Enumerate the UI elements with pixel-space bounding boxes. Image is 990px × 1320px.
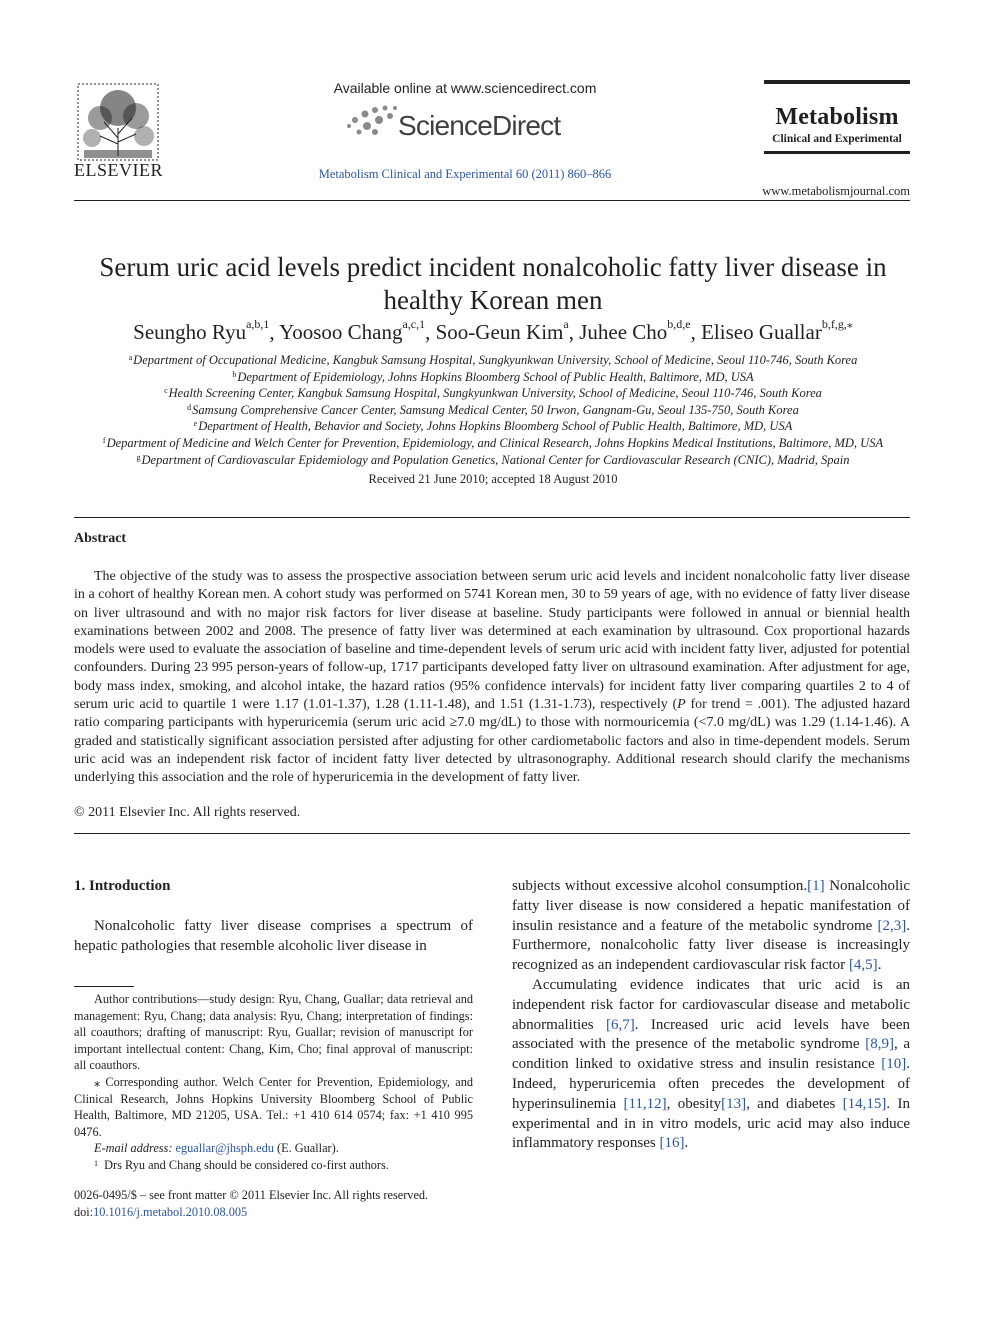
citation-link[interactable]: [14,15]	[842, 1095, 887, 1112]
cofirst-marker: 1	[94, 1158, 98, 1168]
affiliation-text: Department of Occupational Medicine, Kangbuk Samsung Hospital, Sungkyunkwan University, School of Medicine, Seoul 110-746, South Korea	[133, 353, 858, 367]
author-name: Juhee Cho	[579, 320, 668, 344]
email-label: E-mail address:	[94, 1141, 173, 1156]
journal-subtitle: Clinical and Experimental	[772, 133, 902, 145]
affiliation-text: Department of Health, Behavior and Society, Johns Hopkins Bloomberg School of Public Health, Baltimore, MD, USA	[198, 419, 793, 434]
author-affiliation-marker: b,f,g,⁎	[821, 317, 853, 331]
footnote-corresponding: ⁎ Corresponding author. Welch Center for Prevention, Epidemiology, and Clinical Research, Johns Hopkins University Bloomberg School of Public Health, Baltimore, MD 21205, USA. Tel.: +1 410 614 0574; fax: +1 410 995 0476.	[74, 1074, 473, 1139]
citation-link[interactable]: [6,7]	[606, 1016, 635, 1033]
affiliation-line	[60, 385, 926, 402]
citation-link[interactable]: [13]	[721, 1095, 747, 1112]
abstract-rule-bottom	[74, 833, 910, 834]
affiliation-marker: e	[193, 419, 198, 429]
journal-title: Metabolism	[775, 104, 899, 130]
cofirst-text: Drs Ryu and Chang should be considered co-first authors.	[104, 1157, 389, 1172]
masthead-rule-top	[764, 80, 910, 84]
affiliation-marker: b	[232, 369, 237, 379]
footnote-cofirst	[74, 1157, 473, 1174]
affiliation-line	[60, 435, 926, 452]
doi-line	[74, 1204, 494, 1221]
citation-link[interactable]: [11,12]	[623, 1095, 667, 1112]
doi-label: doi:	[74, 1204, 94, 1219]
affiliation-line	[60, 452, 926, 469]
author-list: Seungho Ryu$^{a,b,1}$, Yoosoo Chang$^{a,c,1}$, Soo-Geun Kim$^a$, Juhee Cho$^{b,d,e}$, Eliseo Guallar$^{b,f,g,⁎}$	[133, 317, 853, 344]
doi-link[interactable]: 10.1016/j.metabol.2010.08.005	[93, 1204, 248, 1219]
intro-paragraph-3: Accumulating evidence indicates that uric acid is an independent risk factor for cardiovascular disease and metabolic abnormalities [6,7]. Increased uric acid levels have been associated with the presence of the metabolic syndrome [8,9], a condition linked to oxidative stress and insulin resistance [10]. Indeed, hyperuricemia often precedes the development of hyperinsulinemia [11,12], obesity[13], and diabetes [14,15]. In experimental and in in vitro models, uric acid may also induce inflammatory responses [16].	[512, 976, 910, 1152]
masthead-rule-bottom	[764, 151, 910, 154]
front-matter	[74, 1187, 494, 1220]
journal-url[interactable]: www.metabolismjournal.com	[762, 184, 910, 198]
affiliation-text: Health Screening Center, Kangbuk Samsung Hospital, Sungkyunkwan University, School of Medicine, Seoul 110-746, South Korea	[168, 386, 822, 401]
author-name: Yoosoo Chang	[279, 320, 403, 344]
journal-citation[interactable]: Metabolism Clinical and Experimental 60 (2011) 860–866	[318, 167, 612, 181]
footnote-email	[74, 1140, 473, 1157]
citation-link[interactable]: [16]	[659, 1135, 685, 1152]
citation-link[interactable]: [2,3]	[877, 917, 907, 934]
author-affiliation-marker: a,c,1	[402, 317, 426, 331]
affiliation-line	[60, 369, 926, 386]
footnote-contributions: Author contributions—study design: Ryu, Chang, Guallar; data retrieval and management: Ryu, Chang; data analysis: Ryu, Chang; interpretation of findings: all coauthors; drafting of manuscript: Ryu, Guallar; revision of manuscript for important intellectual content: Chang, Kim, Cho; final approval of manuscript: all coauthors.	[74, 992, 473, 1073]
citation-link[interactable]: [8,9]	[865, 1036, 894, 1053]
citation-link[interactable]: [4,5]	[848, 957, 878, 974]
received-dates: Received 21 June 2010; accepted 18 August 2010	[368, 472, 618, 486]
affiliation-marker: c	[164, 386, 168, 396]
affiliation-text: Samsung Comprehensive Cancer Center, Samsung Medical Center, 50 Irwon, Gangnam-Gu, Seoul 135-750, South Korea	[192, 402, 799, 417]
affiliation-text: Department of Cardiovascular Epidemiology and Population Genetics, National Center for Cardiovascular Research (CNIC), Madrid, Spain	[141, 452, 850, 467]
issn-line: 0026-0495/$ – see front matter © 2011 Elsevier Inc. All rights reserved.	[74, 1188, 429, 1202]
affiliation-list	[60, 352, 926, 468]
email-link[interactable]: eguallar@jhsph.edu	[175, 1141, 274, 1156]
affiliation-marker: a	[128, 353, 133, 362]
affiliation-marker: f	[102, 435, 106, 445]
affiliation-line	[60, 402, 926, 419]
header-rule	[74, 200, 910, 201]
affiliation-text: Department of Epidemiology, Johns Hopkins Bloomberg School of Public Health, Baltimore, MD, USA	[237, 369, 754, 384]
author-affiliation-marker: a,b,1	[246, 317, 270, 331]
abstract-paragraph: The objective of the study was to assess the prospective association between serum uric acid levels and incident nonalcoholic fatty liver disease in a cohort of healthy Korean men. A cohort study was performed on 5741 Korean men, 30 to 59 years of age, with no evidence of fatty liver disease on liver ultrasound and with no major risk factors for liver disease at baseline. Study participants were followed in annual or biennial health examinations between 2002 and 2008. The presence of fatty liver was determined at each examination by ultrasound. Cox proportional hazards models were used to evaluate the association of baseline and time-dependent levels of serum uric acid with incident fatty liver, adjusted for potential confounders. During 23 995 person-years of follow-up, 1717 participants developed fatty liver on ultrasound examination. After adjustment for age, body mass index, smoking, and alcohol intake, the hazard ratios (95% confidence intervals) for incident fatty liver comparing quartiles 2 to 4 of serum uric acid to quartile 1 were 1.17 (1.01-1.37), 1.28 (1.11-1.48), and 1.51 (1.31-1.73), respectively (P for trend = .001). The adjusted hazard ratio comparing participants with hyperuricemia (serum uric acid ≥7.0 mg/dL) to those with normouricemia (<7.0 mg/dL) was 1.29 (1.14-1.46). A graded and statistically significant association persisted after adjusting for other cardiometabolic factors and also in time-dependent models. Serum uric acid was an independent risk factor of incident fatty liver detected by ultrasonography. Additional research should clarify the mechanisms underlying this association and the role of hyperuricemia in the development of fatty liver.	[74, 569, 910, 786]
copyright-notice: © 2011 Elsevier Inc. All rights reserved.	[74, 805, 301, 820]
affiliation-line	[60, 352, 926, 369]
author-name: Seungho Ryu	[133, 320, 247, 344]
author-affiliation-marker: b,d,e	[667, 317, 691, 331]
article-title: Serum uric acid levels predict incident nonalcoholic fatty liver disease in healthy Korean men	[99, 252, 887, 315]
affiliation-marker: g	[136, 452, 141, 462]
affiliation-text: Department of Medicine and Welch Center for Prevention, Epidemiology, and Clinical Research, Johns Hopkins Medical Institutions, Baltimore, MD, USA	[106, 435, 884, 450]
abstract-heading: Abstract	[74, 531, 127, 546]
section-heading-introduction: 1. Introduction	[74, 878, 171, 894]
sciencedirect-wordmark: ScienceDirect	[398, 110, 561, 141]
elsevier-wordmark: ELSEVIER	[74, 160, 163, 180]
abstract-rule-top	[74, 517, 910, 518]
intro-paragraph-col1: Nonalcoholic fatty liver disease comprises a spectrum of hepatic pathologies that resemble alcoholic liver disease in	[74, 918, 473, 954]
author-name: Eliseo Guallar	[701, 320, 822, 344]
abstract-body	[74, 568, 910, 788]
author-affiliation-marker: a	[563, 317, 569, 331]
available-online-text[interactable]: Available online at www.sciencedirect.com	[333, 80, 597, 96]
intro-paragraph-2: subjects without excessive alcohol consumption.[1] Nonalcoholic fatty liver disease is now considered a hepatic manifestation of insulin resistance and a feature of the metabolic syndrome [2,3]. Furthermore, nonalcoholic fatty liver disease is increasingly recognized as an independent cardiovascular risk factor [4,5].	[512, 878, 910, 974]
footnotes	[74, 991, 473, 1174]
intro-column-2	[512, 877, 910, 1154]
italic-symbol: P	[677, 697, 686, 713]
email-suffix: (E. Guallar).	[277, 1141, 339, 1156]
affiliation-line	[60, 418, 926, 435]
affiliation-marker: d	[187, 402, 192, 412]
footnote-rule	[74, 986, 134, 987]
author-name: Soo-Geun Kim	[435, 320, 564, 344]
citation-link[interactable]: [1]	[807, 878, 825, 894]
citation-link[interactable]: [10]	[881, 1056, 907, 1073]
